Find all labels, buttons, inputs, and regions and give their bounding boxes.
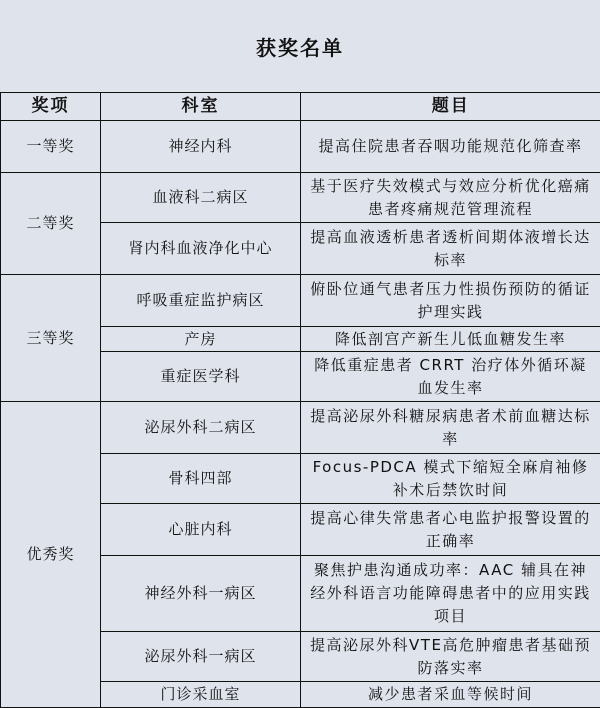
table-row xyxy=(1,402,600,454)
topic-cell: 降低剖宫产新生儿低血糖发生率 xyxy=(301,327,600,352)
topic-cell: 聚焦护患沟通成功率：AAC 辅具在神经外科语言功能障碍患者中的应用实践项目 xyxy=(301,556,600,632)
table-row xyxy=(1,275,600,327)
award-level: 优秀奖 xyxy=(1,402,101,708)
department-cell: 呼吸重症监护病区 xyxy=(101,275,301,327)
award-table xyxy=(0,92,600,708)
page-title: 获奖名单 xyxy=(0,0,600,92)
header-department: 科室 xyxy=(101,93,301,121)
topic-cell: Focus-PDCA 模式下缩短全麻肩袖修补术后禁饮时间 xyxy=(301,454,600,504)
header-award: 奖项 xyxy=(1,93,101,121)
table-row xyxy=(1,173,600,223)
award-level: 二等奖 xyxy=(1,173,101,275)
department-cell: 血液科二病区 xyxy=(101,173,301,223)
department-cell: 神经外科一病区 xyxy=(101,556,301,632)
department-cell: 泌尿外科二病区 xyxy=(101,402,301,454)
topic-cell: 降低重症患者 CRRT 治疗体外循环凝血发生率 xyxy=(301,352,600,402)
department-cell: 骨科四部 xyxy=(101,454,301,504)
header-topic: 题目 xyxy=(301,93,600,121)
topic-cell: 基于医疗失效模式与效应分析优化癌痛患者疼痛规范管理流程 xyxy=(301,173,600,223)
topic-cell: 减少患者采血等候时间 xyxy=(301,682,600,708)
department-cell: 肾内科血液净化中心 xyxy=(101,223,301,275)
department-cell: 门诊采血室 xyxy=(101,682,301,708)
header-row xyxy=(1,93,600,121)
topic-cell: 俯卧位通气患者压力性损伤预防的循证护理实践 xyxy=(301,275,600,327)
award-level: 一等奖 xyxy=(1,121,101,173)
department-cell: 心脏内科 xyxy=(101,504,301,556)
topic-cell: 提高泌尿外科VTE高危肿瘤患者基础预防落实率 xyxy=(301,632,600,682)
topic-cell: 提高心律失常患者心电监护报警设置的正确率 xyxy=(301,504,600,556)
department-cell: 重症医学科 xyxy=(101,352,301,402)
department-cell: 泌尿外科一病区 xyxy=(101,632,301,682)
topic-cell: 提高血液透析患者透析间期体液增长达标率 xyxy=(301,223,600,275)
department-cell: 神经内科 xyxy=(101,121,301,173)
topic-cell: 提高住院患者吞咽功能规范化筛查率 xyxy=(301,121,600,173)
table-row xyxy=(1,121,600,173)
topic-cell: 提高泌尿外科糖尿病患者术前血糖达标率 xyxy=(301,402,600,454)
department-cell: 产房 xyxy=(101,327,301,352)
award-level: 三等奖 xyxy=(1,275,101,402)
